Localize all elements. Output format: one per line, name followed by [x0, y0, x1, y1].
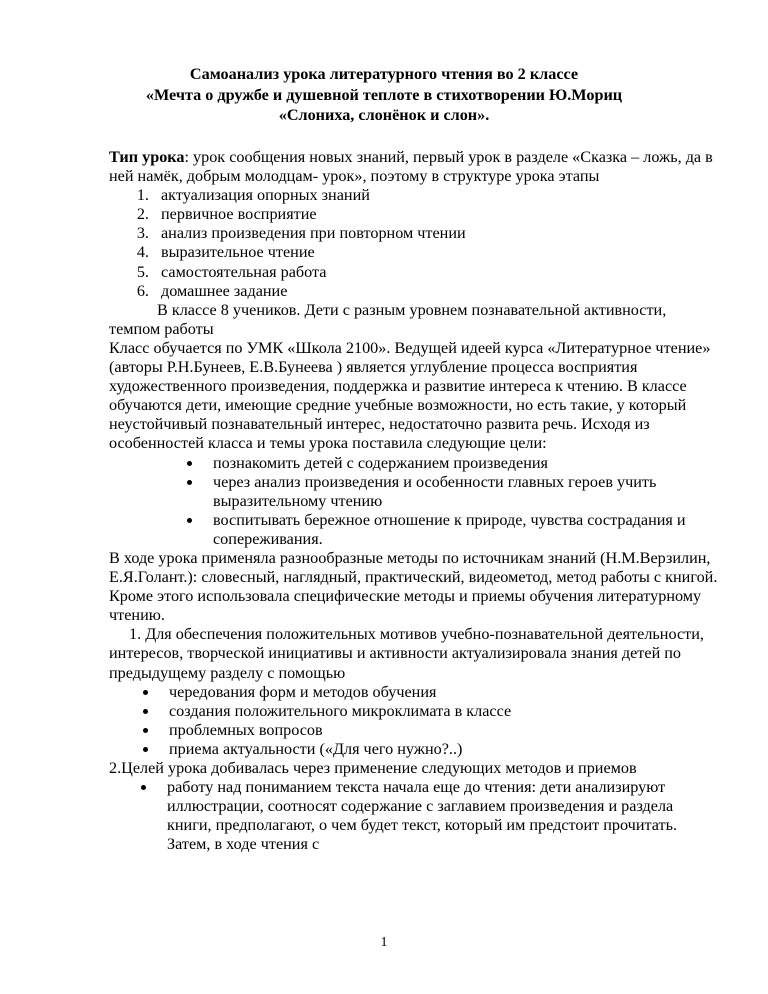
document-title: [100, 64, 668, 126]
stage-item: 6. домашнее задание: [153, 282, 721, 301]
title-line-3: «Слониха, слонёнок и слон».: [278, 106, 490, 124]
point-1-paragraph: 1. Для обеспечения положительных мотивов учебно-познавательной деятельности, интересов, творческой инициативы и активности актуализировала знания детей по предыдущему разделу с помощью: [109, 625, 704, 682]
umk-paragraph: Класс обучается по УМК «Школа 2100». Ведущей идеей курса «Литературное чтение» (авторы Р.Н.Бунеев, Е.В.Бунеева ) является углубление процесса восприятия художественного произведения, поддержка и развитие интереса к чтению. В классе обучаются дети, имеющие средние учебные возможности, но есть такие, у который неустойчивый познавательный интерес, недостаточно развита речь. Исходя из особенностей класса и темы урока поставила следующие цели:: [109, 338, 711, 453]
point-1-item: • создания положительного микроклимата в классе: [159, 702, 721, 721]
page-number: 1: [380, 935, 388, 950]
stage-item: 5. самостоятельная работа: [153, 263, 721, 282]
stage-item: 1. актуализация опорных знаний: [153, 186, 721, 205]
point-2-item: • работу над пониманием текста начала еще до чтения: дети анализируют иллюстрации, соотносят содержание с заглавием произведения и раздела книги, предполагают, о чем будет текст, который им предстоит прочитать. Затем, в ходе чтения с: [157, 778, 721, 854]
stage-item: 3. анализ произведения при повторном чтении: [153, 224, 721, 243]
lesson-type-label: Тип урока: [109, 148, 185, 166]
methods-paragraph: В ходе урока применяла разнообразные методы по источникам знаний (Н.М.Верзилин, Е.Я.Голант.): словесный, наглядный, практический, видеометод, метод работы с книгой. Кроме этого использовала специфические методы и приемы обучения литературному чтению.: [109, 548, 718, 625]
point-1-item: • проблемных вопросов: [159, 721, 721, 740]
title-line-1: Самоанализ урока литературного чтения во 2 классе: [189, 65, 579, 83]
class-info-paragraph: В классе 8 учеников. Дети с разным уровнем познавательной активности, темпом работы: [109, 300, 667, 338]
goal-item: • воспитывать бережное отношение к природе, чувства сострадания и сопереживания.: [203, 511, 721, 549]
goal-item: • познакомить детей с содержанием произведения: [203, 454, 721, 473]
stage-item: 2. первичное восприятие: [153, 205, 721, 224]
document-body: [109, 148, 721, 854]
point-2-paragraph: 2.Целей урока добивалась через применение следующих методов и приемов: [109, 759, 637, 777]
point-1-list: [109, 683, 721, 759]
lesson-type-text: : урок сообщения новых знаний, первый урок в разделе «Сказка – ложь, да в ней намёк, добрым молодцам- урок», поэтому в структуре урока этапы: [109, 148, 713, 186]
stages-list: [109, 186, 721, 301]
point-2-list: [109, 778, 721, 854]
point-1-item: • приема актуальности («Для чего нужно?..): [159, 740, 721, 759]
title-line-2: «Мечта о дружбе и душевной теплоте в стихотворении Ю.Мориц: [145, 85, 623, 104]
stage-item: 4. выразительное чтение: [153, 243, 721, 262]
point-1-item: • чередования форм и методов обучения: [159, 683, 721, 702]
lesson-type-paragraph: [109, 148, 721, 186]
goals-list: [109, 454, 721, 549]
goal-item: • через анализ произведения и особенности главных героев учить выразительному чтению: [203, 473, 721, 511]
